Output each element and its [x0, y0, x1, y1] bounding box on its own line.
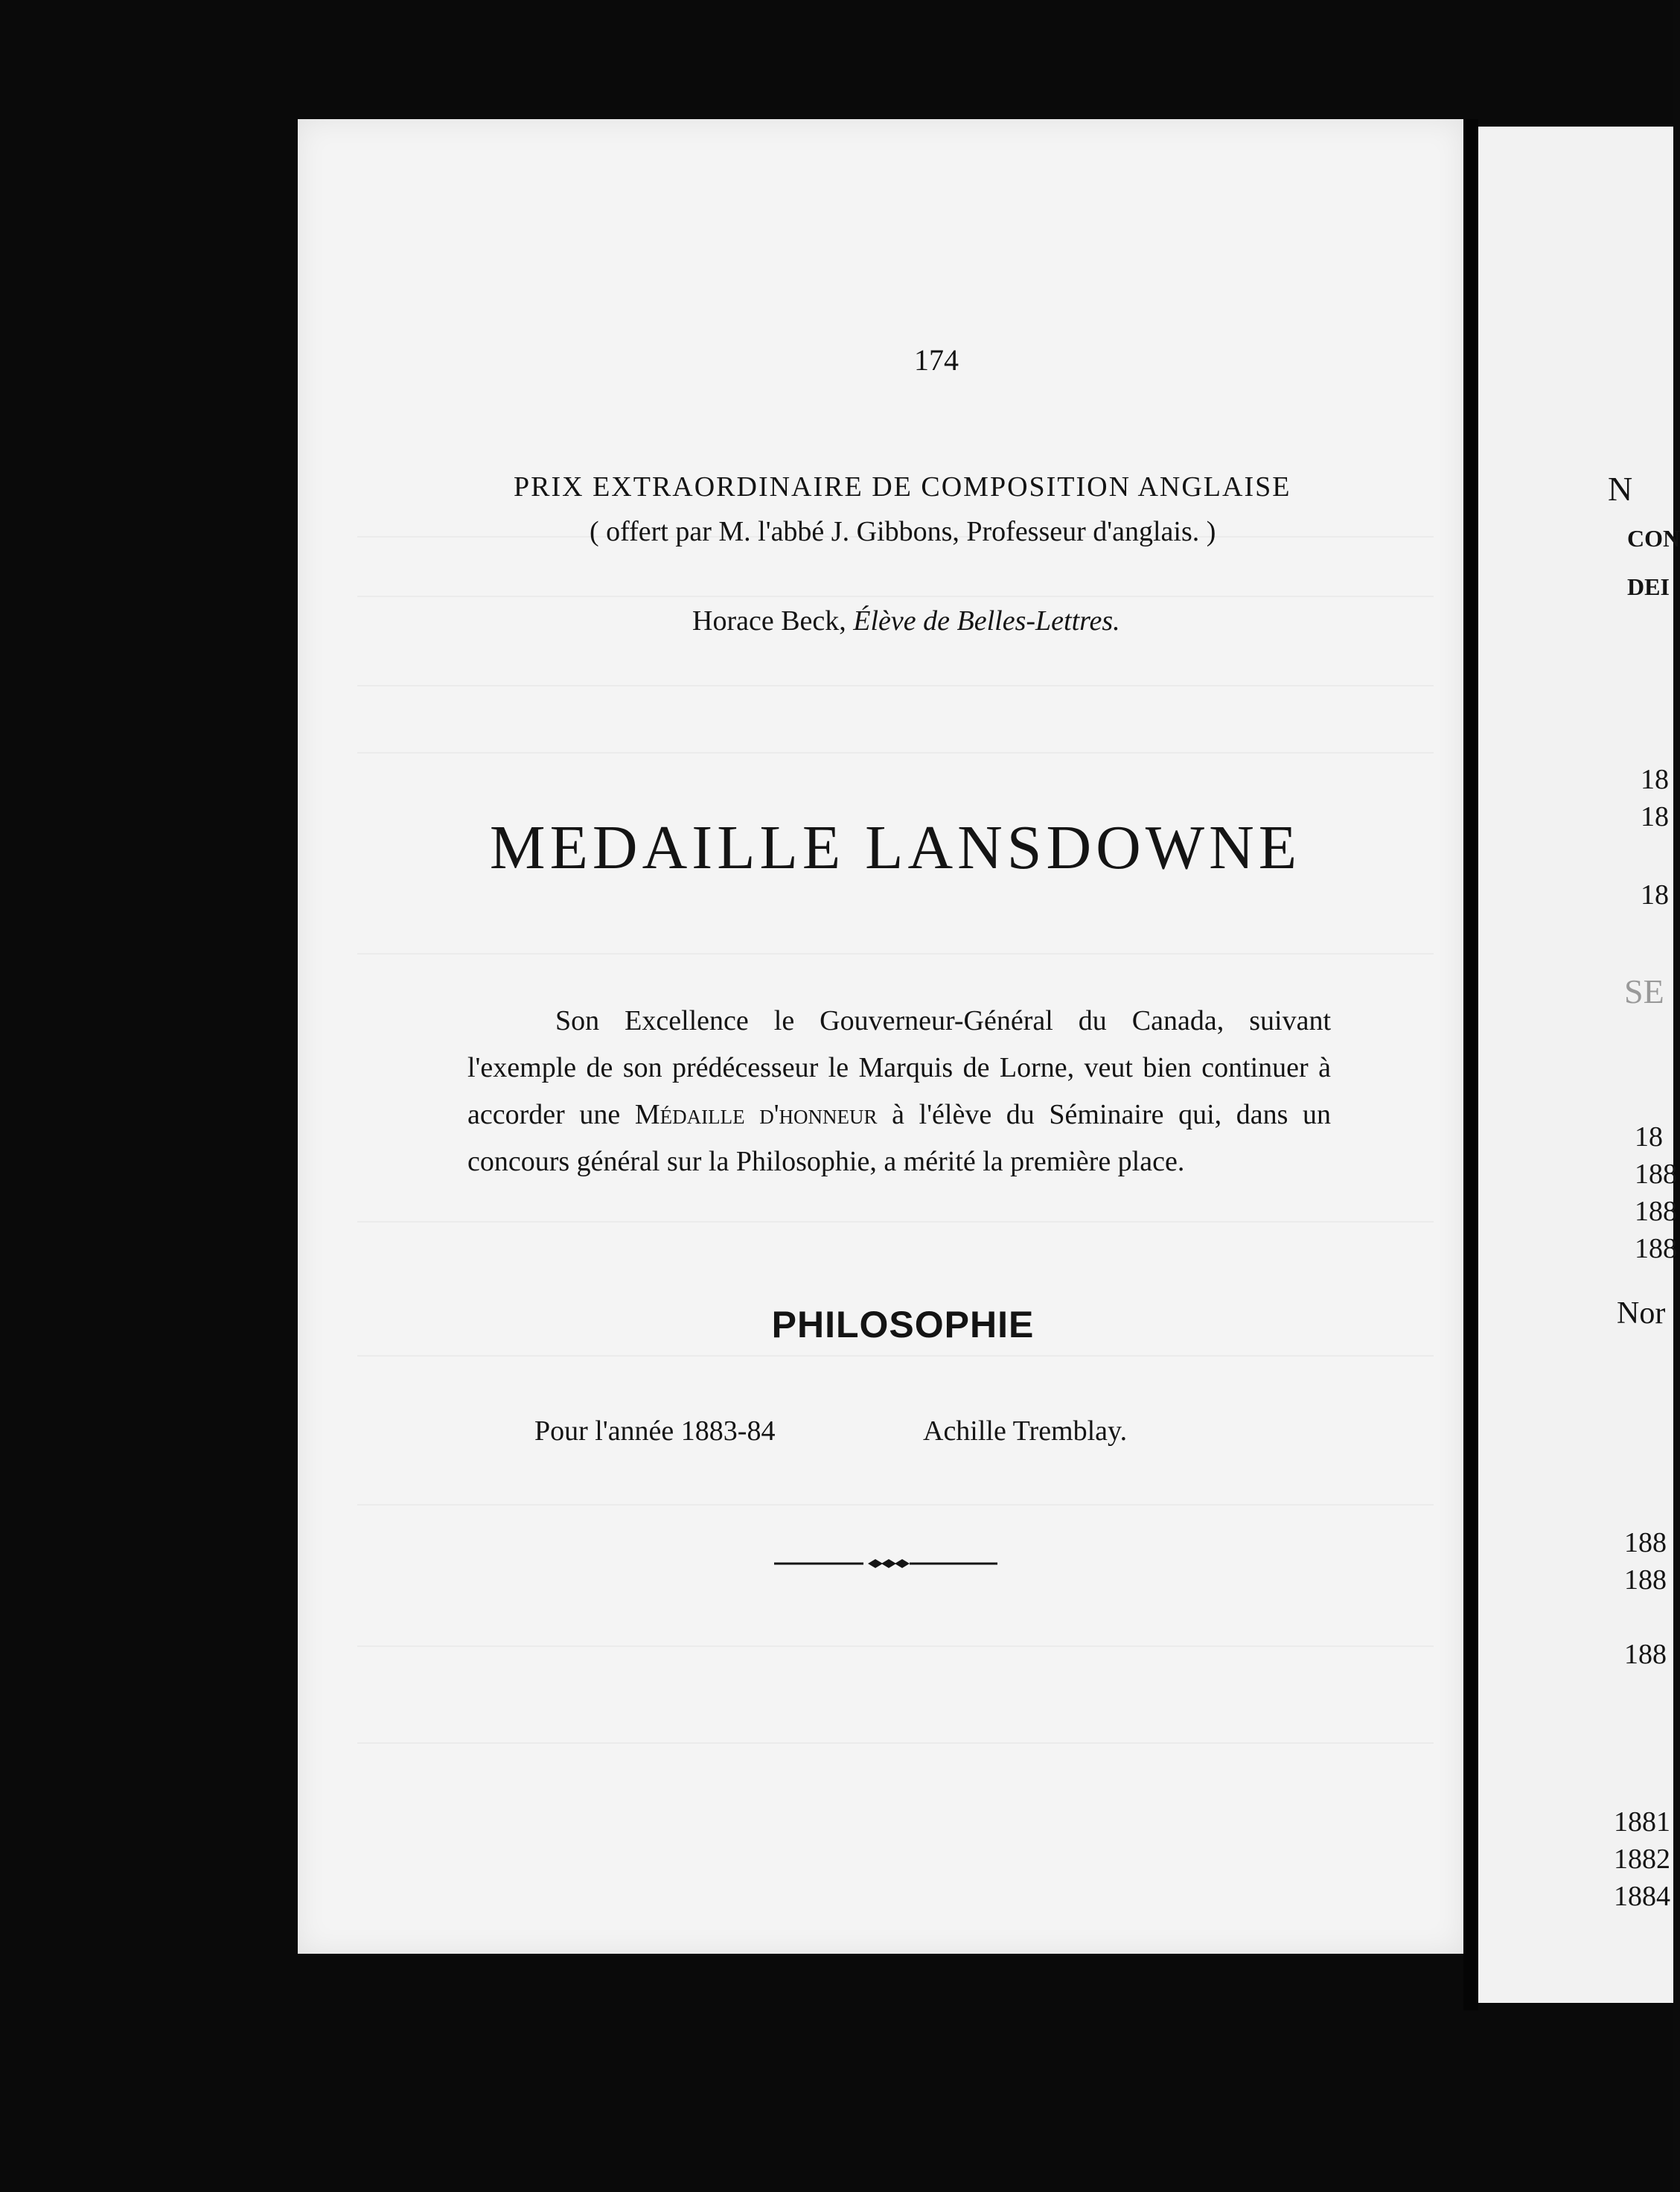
right-page-fragment: DEI	[1627, 573, 1670, 600]
right-page-fragment: 1884	[1614, 1881, 1670, 1912]
bleed-through-line	[357, 596, 1434, 597]
right-page-fragment: 188	[1635, 1233, 1677, 1264]
paragraph-smallcaps: Médaille d'honneur	[634, 1099, 878, 1130]
right-page-fragment: 1882	[1614, 1844, 1670, 1875]
medal-title: MEDAILLE LANSDOWNE	[489, 813, 1302, 882]
winner-class: Élève de Belles-Lettres.	[853, 605, 1120, 637]
paragraph-text-1: Son Excellence le Gouverneur-Général du Canada, suivant l'exemple de son prédécesseur le Marquis de Lorne, veut bien continuer à accorder une	[467, 1005, 1331, 1130]
year-label: Pour l'année 1883-84	[534, 1415, 776, 1447]
page-gutter	[1463, 119, 1478, 2010]
bleed-through-line	[357, 1742, 1434, 1744]
prize-subtitle: ( offert par M. l'abbé J. Gibbons, Professeur d'anglais. )	[590, 516, 1216, 547]
ornament-rule	[774, 1556, 997, 1571]
right-page-fragment: Nor	[1617, 1296, 1666, 1331]
right-page-fragment: CON	[1627, 525, 1680, 552]
adjacent-page	[1478, 127, 1680, 2003]
document-page	[298, 119, 1463, 1954]
right-page-fragment: 188	[1624, 1527, 1667, 1558]
bleed-through-line	[357, 1504, 1434, 1506]
page-number: 174	[914, 343, 959, 377]
right-page-fragment: 18	[1635, 1121, 1663, 1153]
right-page-fragment: 188	[1624, 1639, 1667, 1670]
right-page-fragment: SE	[1624, 972, 1664, 1010]
right-page-fragment: 1881	[1614, 1806, 1670, 1838]
right-page-fragment: N	[1608, 470, 1633, 508]
prize-winner-line	[692, 605, 1120, 637]
year-winner: Achille Tremblay.	[923, 1415, 1128, 1447]
right-page-fragment: 18	[1641, 879, 1669, 911]
bleed-through-line	[357, 1645, 1434, 1647]
bleed-through-line	[357, 685, 1434, 686]
right-page-fragment: 18	[1641, 764, 1669, 795]
right-page-fragment: 188	[1635, 1196, 1677, 1227]
bleed-through-line	[357, 752, 1434, 754]
right-page-fragment: 188	[1635, 1159, 1677, 1190]
section-heading: PHILOSOPHIE	[771, 1304, 1035, 1345]
body-paragraph	[467, 998, 1331, 1185]
winner-name: Horace Beck,	[692, 605, 846, 637]
prize-title: PRIX EXTRAORDINAIRE DE COMPOSITION ANGLAISE	[514, 471, 1291, 503]
bleed-through-line	[357, 953, 1434, 955]
paragraph-text-2: à l'élève du Séminaire qui, dans un concours général sur la Philosophie, a mérité la première place.	[467, 1099, 1332, 1177]
right-page-fragment: 18	[1641, 801, 1669, 832]
bleed-through-line	[357, 1355, 1434, 1357]
right-page-fragment: 188	[1624, 1564, 1667, 1596]
bleed-through-line	[357, 1221, 1434, 1223]
